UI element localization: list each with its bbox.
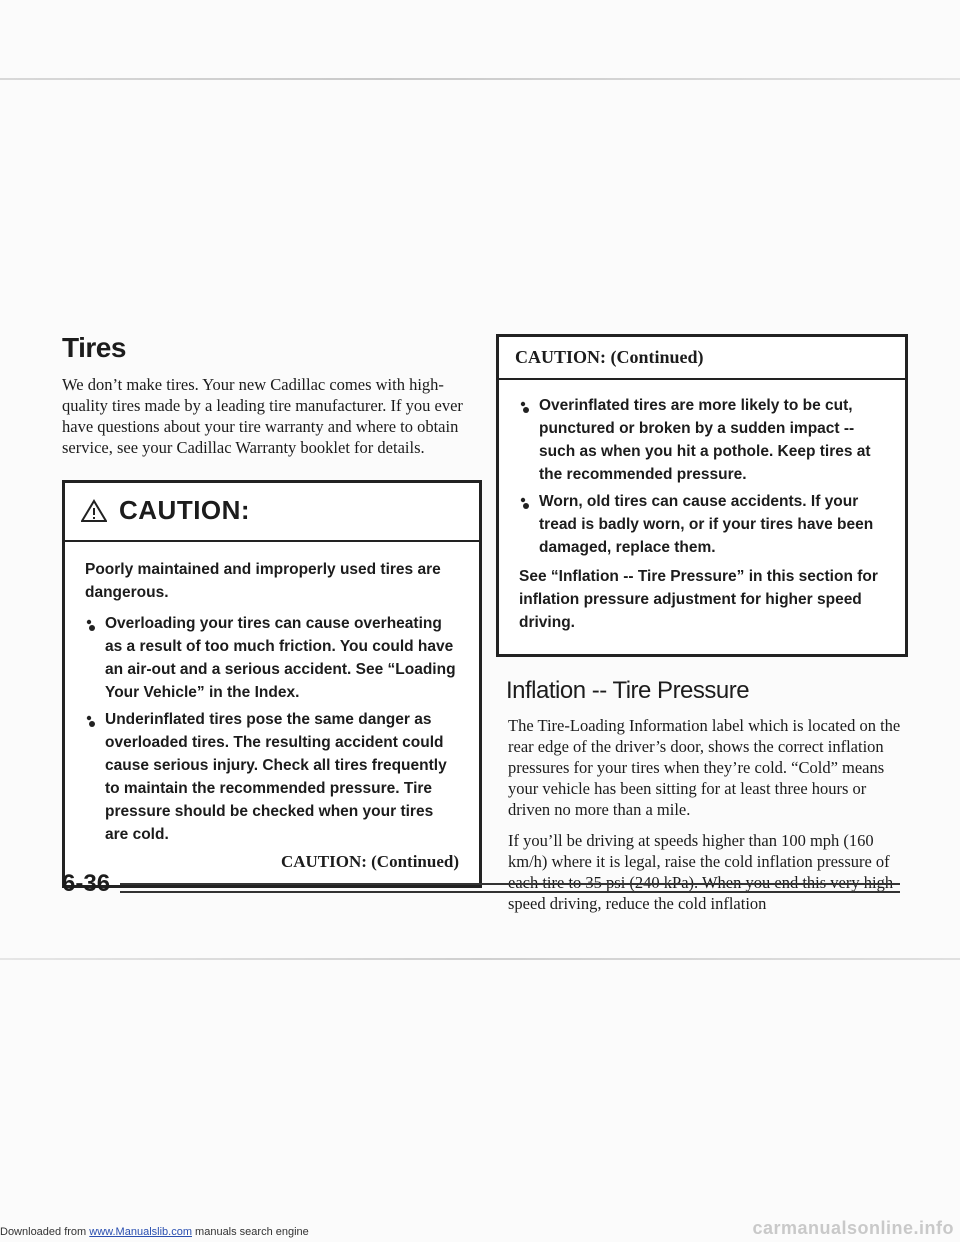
caution-continued-body — [499, 380, 905, 654]
inflation-heading: Inflation -- Tire Pressure — [506, 677, 750, 704]
watermark: carmanualsonline.info — [752, 1218, 954, 1238]
caution-header — [65, 483, 479, 542]
inflation-paragraph-1: The Tire-Loading Information label which is located on the rear edge of the driver’s door, shows the correct inflation pressures for your tires when they’re cold. “Cold” means your vehicle has been sitting for at least three hours or driven no more than a mile. — [508, 716, 901, 819]
bottom-rule — [0, 958, 960, 960]
page-rule — [120, 883, 900, 893]
caution-continued-box — [496, 334, 908, 657]
caution-bullet — [85, 708, 459, 846]
download-footer — [0, 1226, 309, 1238]
caution-continued: CAUTION: (Continued) — [280, 852, 459, 871]
bullet-icon — [85, 714, 97, 728]
top-rule — [0, 78, 960, 80]
bullet-icon — [519, 400, 531, 414]
caution-bullet-text: Overloading your tires can cause overheating as a result of too much friction. You could have an air-out and a serious accident. See “Loading Your Vehicle” in the Index. — [105, 615, 456, 701]
warning-triangle-icon — [81, 499, 107, 523]
bullet-icon — [85, 618, 97, 632]
footer-prefix: Downloaded from — [0, 1226, 87, 1238]
caution-lead: Poorly maintained and improperly used tires are dangerous. — [85, 561, 441, 601]
tires-heading: Tires — [62, 332, 126, 363]
caution-closing: See “Inflation -- Tire Pressure” in this section for inflation pressure adjustment for higher speed driving. — [519, 568, 878, 631]
tires-intro: We don’t make tires. Your new Cadillac comes with high-quality tires made by a leading tire manufacturer. If you ever have questions about your tire warranty and where to obtain service, see your Cadillac Warranty booklet for details. — [62, 375, 463, 457]
caution-continued-heading: CAUTION: (Continued) — [515, 347, 704, 367]
caution-continued-header — [499, 337, 905, 380]
footer-suffix: manuals search engine — [195, 1226, 309, 1238]
right-column — [496, 334, 908, 924]
caution-bullet-text: Worn, old tires can cause accidents. If your tread is badly worn, or if your tires have been damaged, replace them. — [539, 493, 874, 556]
caution-bullet — [85, 612, 459, 704]
caution-heading: CAUTION: — [119, 495, 251, 525]
page-number: 6-36 — [62, 870, 111, 897]
left-column — [62, 332, 482, 888]
manualslib-link[interactable]: www.Manualslib.com — [89, 1226, 192, 1238]
caution-bullet-text: Underinflated tires pose the same danger as overloaded tires. The resulting accident could cause serious injury. Check all tires frequently to maintain the recommended pressure. Tire pressure should be checked when your tires are cold. — [105, 711, 447, 843]
caution-body — [65, 542, 479, 885]
inflation-paragraph-2: If you’ll be driving at speeds higher than 100 mph (160 km/h) where it is legal, raise the cold inflation pressure of each tire to 35 psi (240 kPa). When you end this very high-speed driving, reduce the cold inflation — [508, 831, 899, 913]
caution-bullet — [519, 394, 885, 486]
caution-box — [62, 480, 482, 888]
caution-bullet-text: Overinflated tires are more likely to be cut, punctured or broken by a sudden impact -- such as when you hit a pothole. Keep tires at the recommended pressure. — [539, 397, 871, 483]
caution-bullet — [519, 490, 885, 559]
bullet-icon — [519, 496, 531, 510]
